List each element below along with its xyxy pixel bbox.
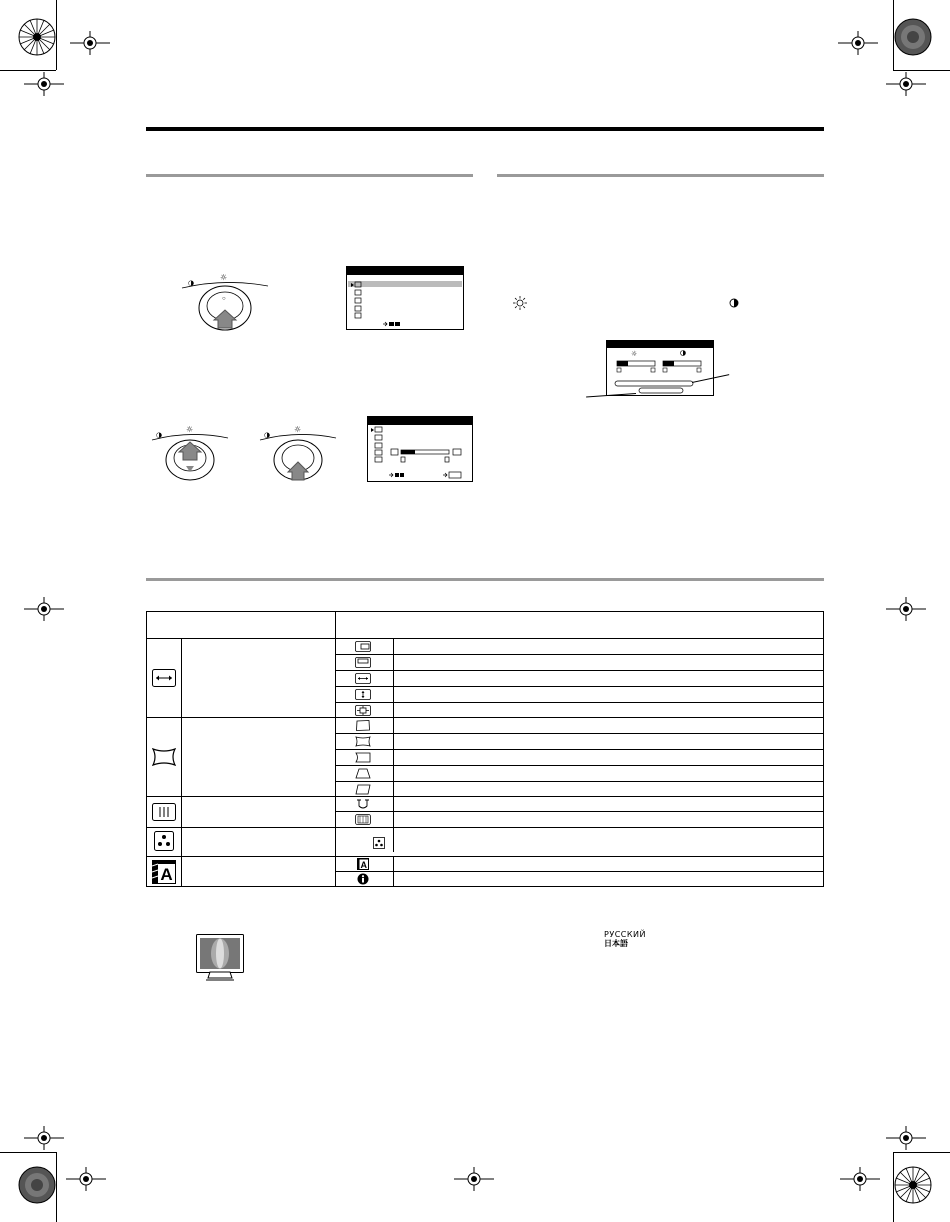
h-size-icon (355, 673, 371, 684)
svg-text:◑: ◑ (188, 279, 195, 287)
section-rule-left (146, 174, 473, 177)
key-balance-icon (355, 784, 371, 795)
registration-mark-top-left (14, 14, 60, 60)
crosshair-target (840, 1167, 880, 1191)
osd-submenu (367, 416, 473, 482)
v-size-icon (355, 689, 371, 700)
info-icon (357, 873, 369, 885)
svg-text:☼: ☼ (186, 425, 194, 434)
crosshair-target (838, 31, 878, 55)
moire-icon (355, 814, 371, 825)
rotation-icon (355, 720, 371, 731)
crop-mark (893, 1152, 894, 1222)
svg-text:☼: ☼ (294, 425, 302, 434)
three-dots-icon (154, 831, 174, 851)
sun-icon (513, 296, 527, 310)
crosshair-target (454, 1167, 494, 1191)
crop-mark (0, 70, 56, 71)
control-button-illustration (150, 422, 230, 492)
degauss-icon (355, 798, 371, 810)
half-circle-icon (729, 298, 739, 308)
control-button-illustration (258, 422, 338, 492)
crop-mark (893, 0, 894, 70)
crop-mark (893, 1152, 950, 1153)
crop-mark (56, 0, 57, 70)
header-rule (146, 127, 824, 131)
crosshair-target (24, 72, 64, 96)
v-position-icon (355, 657, 371, 668)
horizontal-arrows-icon (152, 669, 176, 687)
crosshair-target (66, 1167, 106, 1191)
crosshair-target (24, 597, 64, 621)
language-icon (357, 858, 369, 870)
osd-brightness-contrast (606, 340, 714, 396)
registration-mark-top-right (890, 14, 936, 60)
section-rule-table (146, 578, 824, 581)
pincushion-small-icon (355, 736, 371, 747)
letter-a-icon (152, 860, 176, 884)
crop-mark (56, 1152, 57, 1222)
color-icon (373, 837, 385, 849)
registration-mark-bottom-right (890, 1162, 936, 1208)
svg-text:☼: ☼ (631, 350, 638, 358)
monitor-illustration (196, 934, 244, 982)
keystone-icon (355, 768, 371, 779)
osd-main-menu (346, 266, 464, 330)
language-option-japanese: 日本語 (604, 939, 628, 948)
svg-text:○: ○ (222, 296, 226, 302)
crosshair-target (70, 31, 110, 55)
svg-text:A: A (360, 859, 368, 870)
control-button-illustration (180, 270, 270, 340)
pincushion-icon (152, 748, 176, 766)
pin-balance-icon (355, 752, 371, 763)
svg-text:◑: ◑ (156, 431, 163, 439)
menu-table (146, 611, 824, 887)
svg-text:☼: ☼ (220, 273, 228, 282)
language-option-russian: РУССКИЙ (604, 930, 647, 939)
crosshair-target (886, 597, 926, 621)
h-position-icon (355, 641, 371, 652)
crosshair-target (24, 1126, 64, 1150)
crop-mark (0, 1152, 56, 1153)
registration-mark-bottom-left (14, 1162, 60, 1208)
svg-text:◑: ◑ (264, 431, 271, 439)
crosshair-target (886, 1126, 926, 1150)
crosshair-target (886, 72, 926, 96)
crop-mark (893, 70, 950, 71)
vertical-bars-icon (152, 803, 176, 821)
zoom-icon (355, 705, 371, 716)
section-rule-right (497, 174, 824, 177)
svg-text:A: A (160, 865, 173, 884)
